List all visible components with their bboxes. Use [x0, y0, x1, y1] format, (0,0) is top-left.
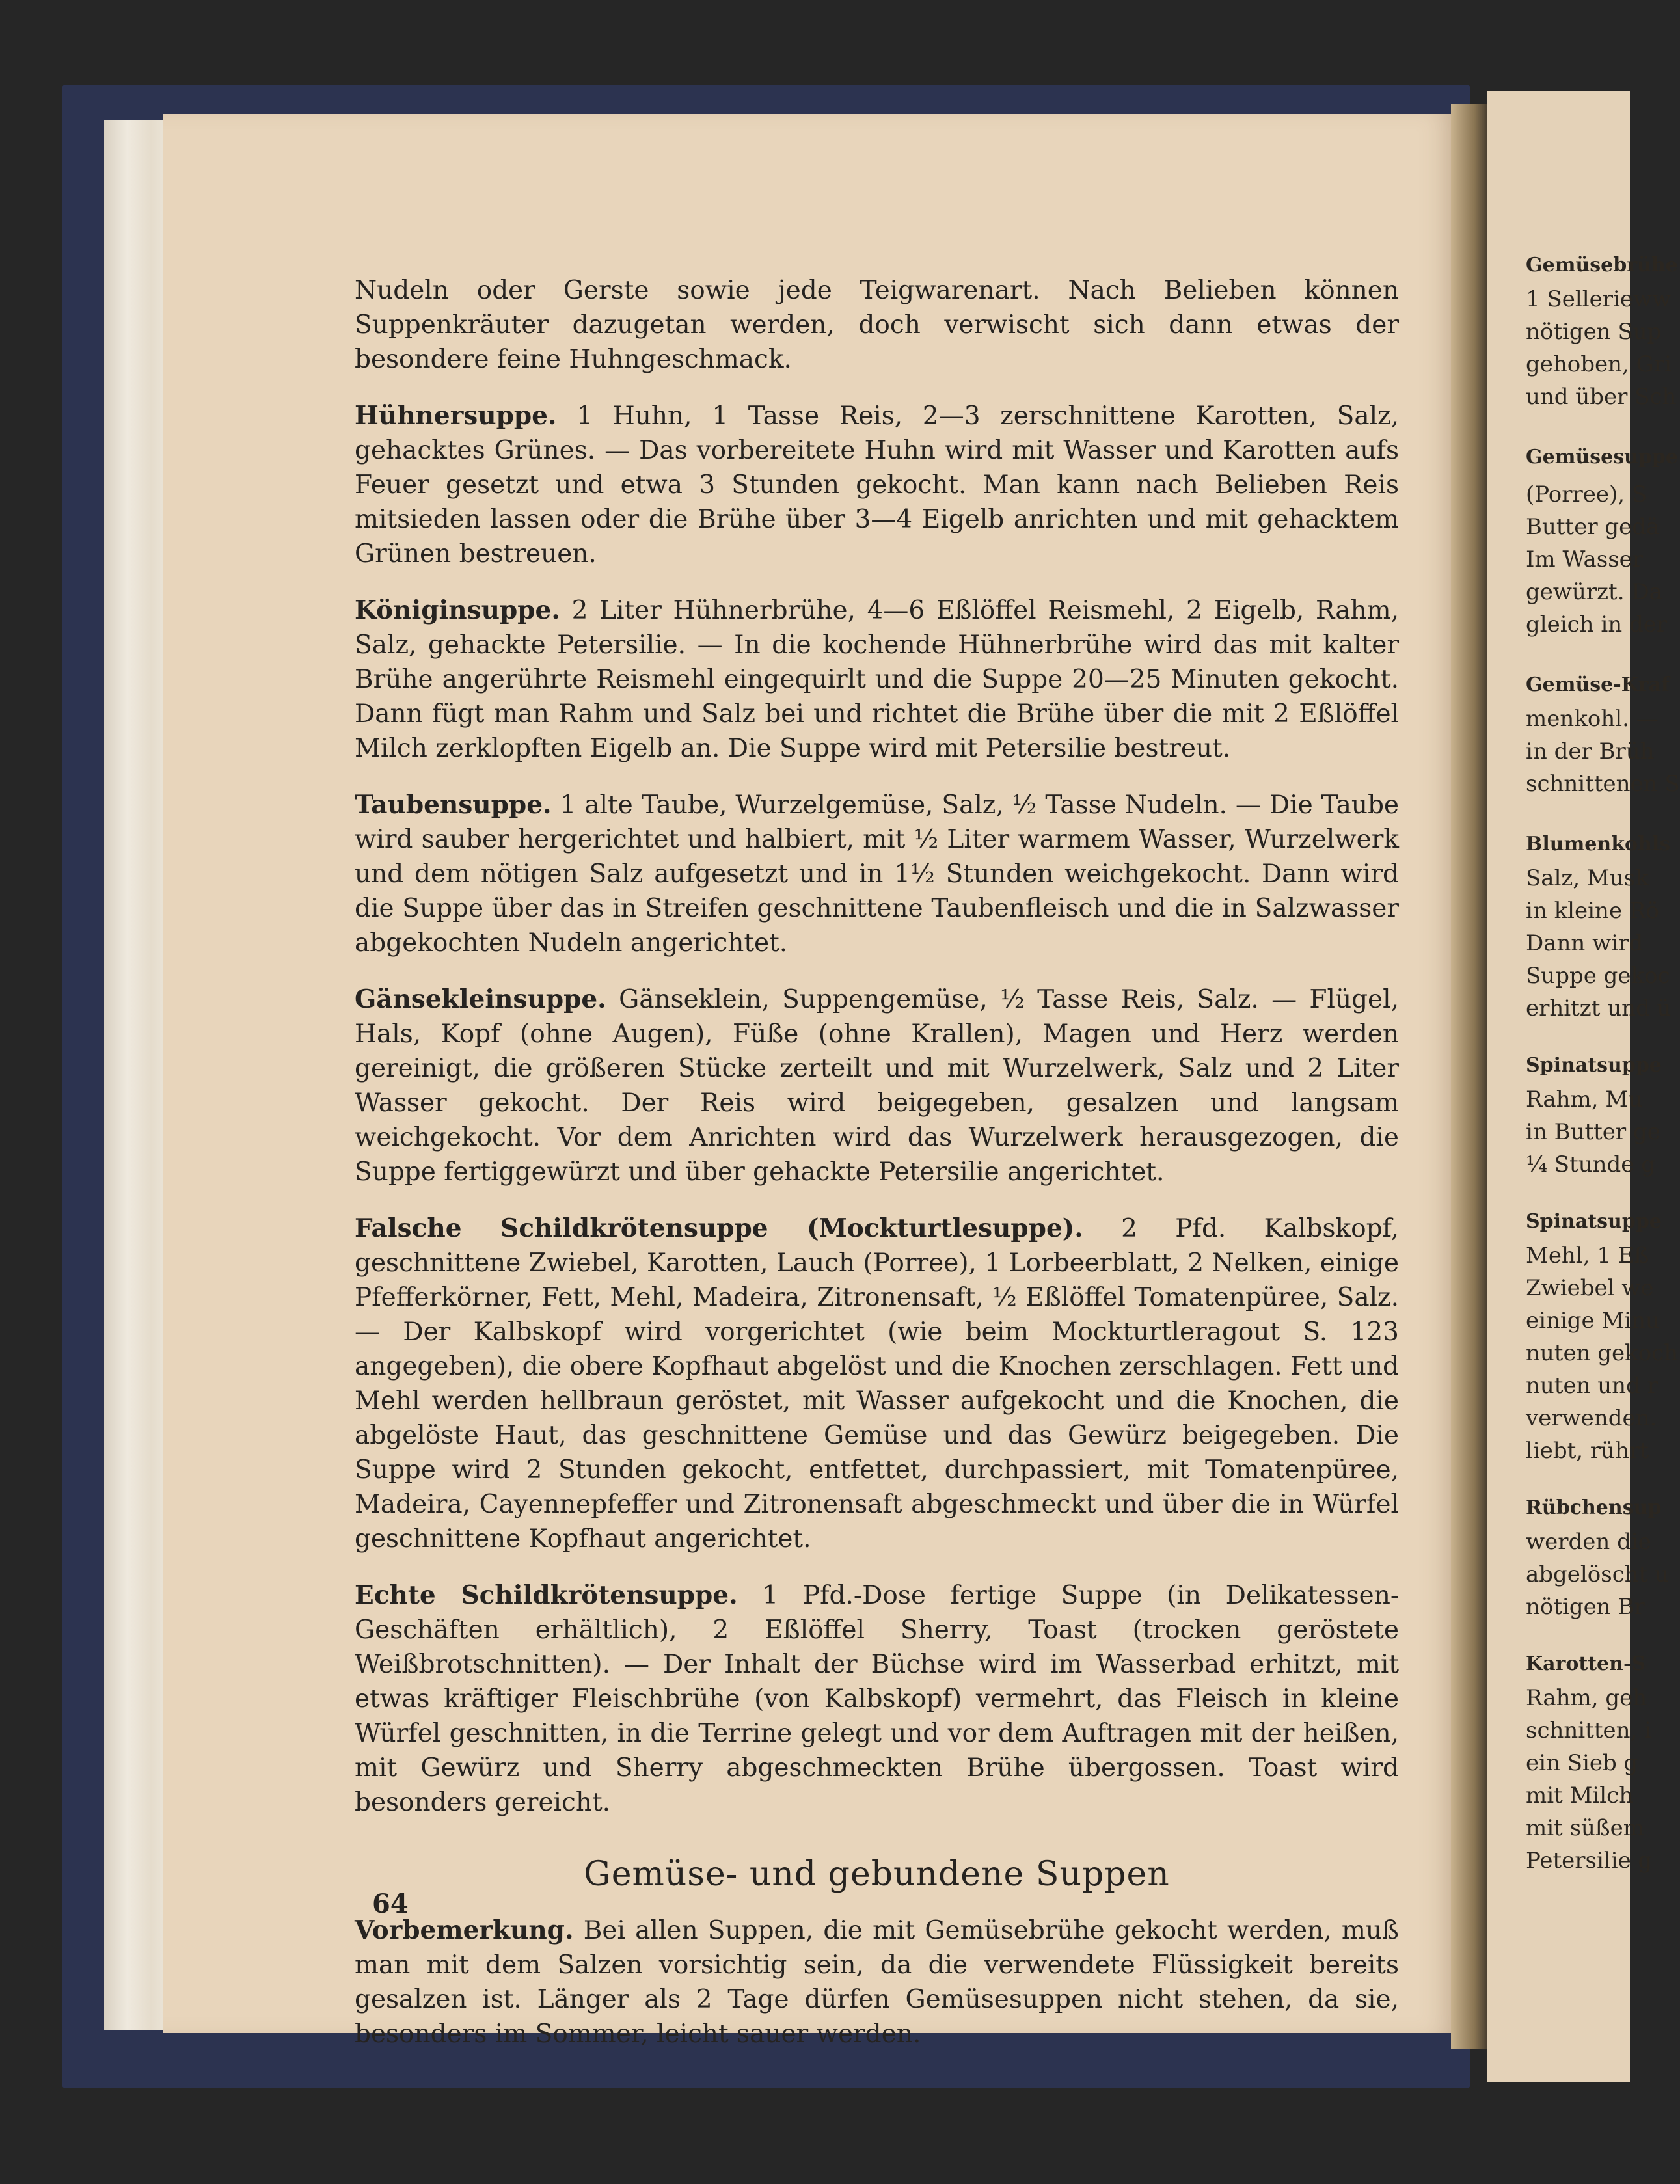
right-page-line: Butter gedä [1526, 514, 1660, 540]
recipe-paragraph [355, 593, 1399, 766]
right-page-line: Spinatsuppe [1526, 1210, 1662, 1233]
right-page-line: gleich in der [1526, 612, 1668, 638]
recipe-title: Taubensuppe. [355, 790, 552, 820]
right-page-line: schnitten, i [1526, 1718, 1651, 1744]
right-page-line: 1 Sellerieww [1526, 286, 1672, 312]
right-page-line: Karotten-S [1526, 1652, 1646, 1675]
right-page-line: Spinatsuppe [1526, 1054, 1662, 1077]
right-page-line: und über Sch [1526, 384, 1677, 410]
recipe-title: Falsche Schildkrötensuppe (Mockturtlesuppe). [355, 1213, 1083, 1243]
right-page-line: Mehl, 1 Eß [1526, 1243, 1649, 1269]
page-content [355, 273, 1399, 2073]
right-page-line: ¼ Stunde g [1526, 1152, 1655, 1178]
recipe-paragraph [355, 1578, 1399, 1820]
right-page-line: abgelöscht u [1526, 1561, 1670, 1587]
recipe-text: 1 Pfd.-Dose fertige Suppe (in Delikatessen-Geschäften erhältlich), 2 Eßlöffel Sherry, Toast (trocken geröstete Weißbrotschnitten). — Der Inhalt der Büchse wird im Wasserbad erhitzt, mit etwas kräftiger Fleischbrühe (von Kalbskopf) vermehrt, das Fleisch in kleine Würfel geschnitten, in die Terrine gelegt und vor dem Auftragen mit der heißen, mit Gewürz und Sherry abgeschmeckten Brühe übergossen. Toast wird besonders gereicht. [355, 1581, 1400, 1817]
right-page-line: werden die [1526, 1529, 1651, 1555]
right-page-line: Zwiebel we [1526, 1275, 1654, 1301]
right-page-line: Petersilie g [1526, 1848, 1653, 1874]
right-page-line: nötigen Br [1526, 1594, 1645, 1620]
right-page-line: in kleine Rö [1526, 898, 1659, 924]
right-page-line: verwenden. [1526, 1405, 1657, 1431]
right-page-line: Suppe gekoc [1526, 963, 1670, 989]
right-page-line: Salz, Musk [1526, 865, 1649, 891]
recipe-title: Königinsuppe. [355, 595, 560, 625]
recipe-text: 2 Liter Hühnerbrühe, 4—6 Eßlöffel Reismehl, 2 Eigelb, Rahm, Salz, gehackte Petersilie. — In die kochende Hühnerbrühe wird das mit kalter Brühe angerührte Reismehl eingequirlt und die Suppe 20—25 Minuten gekocht. Dann fügt man Rahm und Salz bei und richtet die Brühe über die mit 2 Eßlöffel Milch zerklopften Eigelb an. Die Suppe wird mit Petersilie bestreut. [355, 596, 1399, 763]
recipe-paragraph [355, 982, 1399, 1189]
section-paragraphs [355, 1913, 1399, 2051]
right-page-line: Blumenkohls [1526, 833, 1671, 856]
right-page-line: menkohl. — [1526, 706, 1659, 732]
right-page-line: mit Milch [1526, 1783, 1634, 1809]
recipe-title: Echte Schildkrötensuppe. [355, 1580, 738, 1610]
right-page-line: liebt, rührt [1526, 1438, 1649, 1464]
section-heading: Gemüse- und gebundene Suppen [584, 1855, 1170, 1894]
right-page-line: Im Wasser [1526, 546, 1644, 573]
right-page-line: Rahm, geh [1526, 1685, 1647, 1711]
right-page-line: Gemüsesuppe [1526, 446, 1678, 468]
right-page-line: ein Sieb g [1526, 1750, 1638, 1776]
recipe-text: Bei allen Suppen, die mit Gemüsebrühe gekocht werden, muß man mit dem Salzen vorsichtig sein, da die verwendete Flüssigkeit bereits gesalzen ist. Länger als 2 Tage dürfen Gemüsesuppen nicht stehen, da sie, besonders im Sommer, leicht sauer werden. [355, 1916, 1399, 2049]
right-page-line: (Porree), S [1526, 481, 1647, 507]
recipe-text: Gänseklein, Suppengemüse, ½ Tasse Reis, Salz. — Flügel, Hals, Kopf (ohne Augen), Füße (ohne Krallen), Magen und Herz werden gereinigt, die größeren Stücke zerteilt und mit Wurzelwerk, Salz und 2 Liter Wasser gekocht. Der Reis wird beigegeben, gesalzen und langsam weichgekocht. Vor dem Anrichten wird das Wurzelwerk herausgezogen, die Suppe fertiggewürzt und über gehackte Petersilie angerichtet. [355, 985, 1399, 1187]
right-page-line: nuten gekoch [1526, 1340, 1679, 1366]
page-number: 64 [372, 1889, 409, 1919]
recipe-text: 1 alte Taube, Wurzelgemüse, Salz, ½ Tasse Nudeln. — Die Taube wird sauber hergerichtet und halbiert, mit ½ Liter warmem Wasser, Wurzelwerk und dem nötigen Salz aufgesetzt und in 1½ Stunden weichgekocht. Dann wird die Suppe über das in Streifen geschnittene Taubenfleisch und die in Salzwasser abgekochten Nudeln angerichtet. [355, 790, 1399, 958]
recipe-paragraph [355, 1913, 1399, 2051]
right-page-line: einige Minu [1526, 1308, 1660, 1334]
book-gutter [1451, 104, 1490, 2049]
right-page-line: gehoben, Gri [1526, 351, 1672, 377]
recipe-text: 1 Huhn, 1 Tasse Reis, 2—3 zerschnittene Karotten, Salz, gehacktes Grünes. — Das vorbereitete Huhn wird mit Wasser und Karotten aufs Feuer gesetzt und etwa 3 Stunden gekocht. Man kann nach Belieben Reis mitsieden lassen oder die Brühe über 3—4 Eigelb anrichten und mit gehacktem Grünen bestreuen. [355, 401, 1399, 569]
right-page-line: Rahm, Mu [1526, 1086, 1643, 1112]
recipe-paragraph [355, 788, 1399, 960]
recipe-title: Vorbemerkung. [355, 1915, 574, 1945]
right-page-line: nötigen Sup [1526, 319, 1662, 345]
right-page-line: in Butter ge [1526, 1119, 1660, 1145]
right-page-line: gewürzt. Da [1526, 579, 1662, 605]
recipe-title: Gänsekleinsuppe. [355, 984, 606, 1014]
recipe-paragraph [355, 273, 1399, 377]
recipe-text: 2 Pfd. Kalbskopf, geschnittene Zwiebel, Karotten, Lauch (Porree), 1 Lorbeerblatt, 2 Nelken, einige Pfefferkörner, Fett, Mehl, Madeira, Zitronensaft, ½ Eßlöffel Tomatenpüree, Salz. — Der Kalbskopf wird vorgerichtet (wie beim Mockturtleragout S. 123 angegeben), die obere Kopfhaut abgelöst und die Knochen zerschlagen. Fett und Mehl werden hellbraun geröstet, mit Wasser aufgekocht und die Knochen, die abgelöste Haut, das geschnittene Gemüse und das Gewürz beigegeben. Die Suppe wird 2 Stunden gekocht, entfettet, durchpassiert, mit Tomatenpüree, Madeira, Cayennepfeffer und Zitronensaft abgeschmeckt und über die in Würfel geschnittene Kopfhaut angerichtet. [355, 1214, 1400, 1554]
recipe-text: Nudeln oder Gerste sowie jede Teigwarenart. Nach Belieben können Suppenkräuter dazugetan werden, doch verwischt sich dann etwas der besondere feine Huhngeschmack. [355, 276, 1399, 374]
right-page-line: schnittenen S [1526, 771, 1680, 797]
right-page-line: mit süßem [1526, 1815, 1645, 1841]
right-page-line: Gemüse-Kraf [1526, 673, 1670, 696]
right-page-line: Gemüsebrühe [1526, 254, 1678, 276]
right-page-line: in der Brüh [1526, 738, 1655, 764]
recipe-title: Hühnersuppe. [355, 401, 557, 431]
right-page-line: nuten und r [1526, 1373, 1658, 1399]
recipe-paragraph [355, 399, 1399, 571]
recipe-paragraph [355, 1211, 1399, 1556]
right-page-line: erhitzt und ü [1526, 995, 1672, 1021]
recipe-list [355, 273, 1399, 1820]
right-page-line: Dann wird [1526, 930, 1644, 956]
right-page-line: Rübchensup [1526, 1496, 1662, 1519]
book-page-right [1487, 91, 1680, 2082]
